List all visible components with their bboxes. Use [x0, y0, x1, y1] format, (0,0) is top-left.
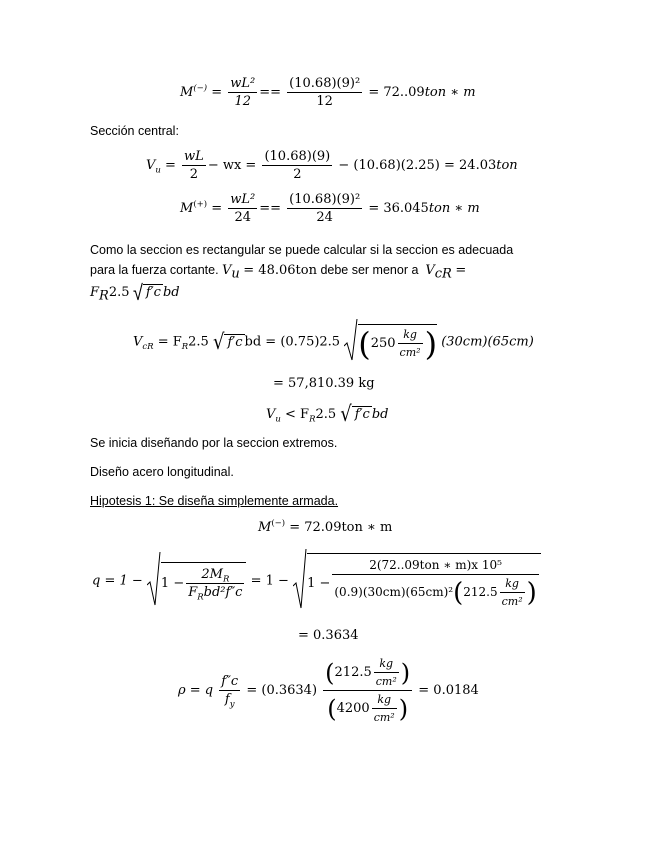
equation-m-positive: M(+) = $\frac{\text{wL²}}{24}$ == $\frac{\text{(10.68)(9)²}}{24}$ = 36.045ton ∗ m: [180, 192, 480, 225]
radical-sign: [344, 318, 358, 366]
equation-rho: ρ = q $\frac{f''c}{f_y}$ = (0.3634) (212.5 $\frac{kg}{\text{cm²}}$ ) (4200 $\frac{kg}{\text{cm²}}$ ) = 0.0184: [178, 657, 479, 724]
equation-vcr: $V_{cR} = F_R2.5$ √ f′c bd = (0.75)2.5 (250 $\frac{kg}{\text{cm²}}$ ) (30cm)(65cm): [133, 318, 534, 366]
equation-q: q = 1 − 1 − $\frac{2M_R}{F_Rbd^2f''c}$ = 1 − 1 − 2(72..09ton ∗ m)x 10⁵ (0.9)(30cm)(65cm)²(212.5 $\frac{kg}{\text{cm²}}$ ): [92, 548, 541, 614]
equation-m-negative-2: M(−) = 72.09ton ∗ m: [258, 518, 393, 535]
section-heading-central: Sección central:: [90, 124, 179, 138]
paragraph-inicia: Se inicia diseñando por la seccion extremos.: [90, 436, 338, 450]
paragraph-line-2: para la fuerza cortante. $V_u = 48.06ton$ debe ser menor a $V_{cR}$ =: [90, 263, 467, 282]
paragraph-diseno: Diseño acero longitudinal.: [90, 465, 234, 479]
equation-q-value: = 0.3634: [298, 628, 359, 643]
paragraph-line-3: $F_R2.5$ √ f′c bd: [90, 280, 180, 305]
equation-vu: $V_u$ = $\frac{wL}{2}$ − wx = $\frac{(10.68)(9)}{2}$ − (10.68)(2.25) = 24.03ton: [146, 149, 518, 182]
equation-inequality: $V_u < F_R2.5$ √ f′c bd: [266, 401, 389, 428]
paragraph-line-1: Como la seccion es rectangular se puede calcular si la seccion es adecuada: [90, 243, 514, 257]
heading-hipotesis: Hipotesis 1: Se diseña simplemente armada.: [90, 494, 339, 508]
equation-vcr-value: = 57,810.39 kg: [273, 376, 375, 391]
equation-m-negative: M(−) = $\frac{\text{wL²}}{12}$ == $\frac{\text{(10.68)(9)²}}{12}$ = 72..09ton ∗ m: [180, 76, 476, 109]
